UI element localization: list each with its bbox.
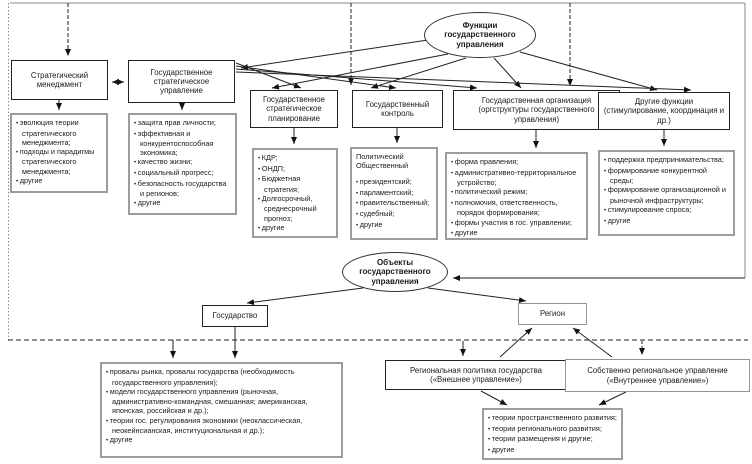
node-own-regional-internal: Собственно региональное управление («Внутреннее управление») xyxy=(565,359,750,392)
list-item: • формирование организационной и рыночной инфраструктуры; xyxy=(604,185,730,205)
list-item: • Бюджетная стратегия; xyxy=(258,174,333,194)
list-item: • административно-территориальное устройство; xyxy=(451,168,583,188)
list-item: • эволюция теории стратегического менеджмента; xyxy=(16,118,103,147)
list-state-strategic-goals xyxy=(128,113,237,215)
list-item: • формы участия в гос. управлении; xyxy=(451,218,583,229)
list-item: • формирование конкурентной среды; xyxy=(604,166,730,186)
list-control-types xyxy=(350,147,438,240)
node-state-strategic-planning: Государственное стратегическое планирование xyxy=(250,90,338,128)
list-item: • стимулирование спроса; xyxy=(604,205,730,216)
list-header: Политический xyxy=(356,152,404,161)
spacer xyxy=(356,170,433,177)
list-item: • парламентский; xyxy=(356,188,433,199)
list-item: • другие xyxy=(604,216,730,227)
list-item: • Долгосрочный, среднесрочный прогноз; xyxy=(258,194,333,223)
list-item: • ОНДП; xyxy=(258,164,333,175)
list-header: Общественный xyxy=(356,161,409,171)
list-item: • теории пространственного развития; xyxy=(488,413,618,424)
list-item: • защита прав личности; xyxy=(134,118,232,129)
node-state: Государство xyxy=(202,305,268,327)
list-item: • провалы рынка, провалы государства (необходимость государственного управления); xyxy=(106,367,338,387)
node-state-strategic-management: Государственное стратегическое управление xyxy=(128,60,235,103)
list-strategic-management-topics xyxy=(10,113,108,193)
node-strategic-management: Стратегический менеджмент xyxy=(11,60,108,100)
list-item: • другие xyxy=(258,223,333,234)
list-item: • президентский; xyxy=(356,177,433,188)
node-other-functions: Другие функции (стимулирование, координация и др.) xyxy=(598,92,730,130)
list-planning-documents xyxy=(252,148,338,238)
list-item: • эффективная и конкурентоспособная экономика; xyxy=(134,129,232,158)
list-item: • другие xyxy=(451,228,583,239)
list-item: • другие xyxy=(356,220,433,231)
list-item: • форма правления; xyxy=(451,157,583,168)
node-region: Регион xyxy=(518,303,587,325)
list-item: • другие xyxy=(106,435,338,446)
list-item: • безопасность государства и регионов; xyxy=(134,179,232,199)
list-item: • правительственный; xyxy=(356,198,433,209)
node-state-organization: Государственная организация (оргструктуры государственного управления) xyxy=(453,90,620,130)
list-item: • политический режим; xyxy=(451,187,583,198)
node-functions-of-state-administration: Функции государственного управления xyxy=(424,12,536,58)
list-item: • теории регионального развития; xyxy=(488,424,618,435)
list-item: • другие xyxy=(16,176,103,187)
list-item: • другие xyxy=(488,445,618,456)
list-item: • судебный; xyxy=(356,209,433,220)
list-item: • модели государственного управления (рыночная, административно-командная, смешанная; американская, японская, российская и др.); xyxy=(106,387,338,416)
list-state-administration-theories xyxy=(100,362,343,458)
list-item: • качество жизни; xyxy=(134,157,232,168)
list-other-function-examples xyxy=(598,150,735,236)
node-state-control: Государственный контроль xyxy=(352,90,443,128)
list-item: • теории гос. регулирования экономики (неоклассическая, неокейнсианская, институциональная и др.); xyxy=(106,416,338,436)
node-objects-of-state-administration: Объекты государственного управления xyxy=(342,252,448,292)
list-item: • полномочия, ответственность, порядок формирования; xyxy=(451,198,583,218)
list-item: • теории размещения и другие; xyxy=(488,434,618,445)
node-regional-policy-external: Региональная политика государства («Внешнее управление») xyxy=(385,360,567,390)
list-item: • поддержка предпринимательства; xyxy=(604,155,730,166)
list-item: • социальный прогресс; xyxy=(134,168,232,179)
list-regional-theories xyxy=(482,408,623,460)
list-organization-aspects xyxy=(445,152,588,240)
list-item: • подходы и парадигмы стратегического менеджмента; xyxy=(16,147,103,176)
list-item: • КДР; xyxy=(258,153,333,164)
list-item: • другие xyxy=(134,198,232,209)
